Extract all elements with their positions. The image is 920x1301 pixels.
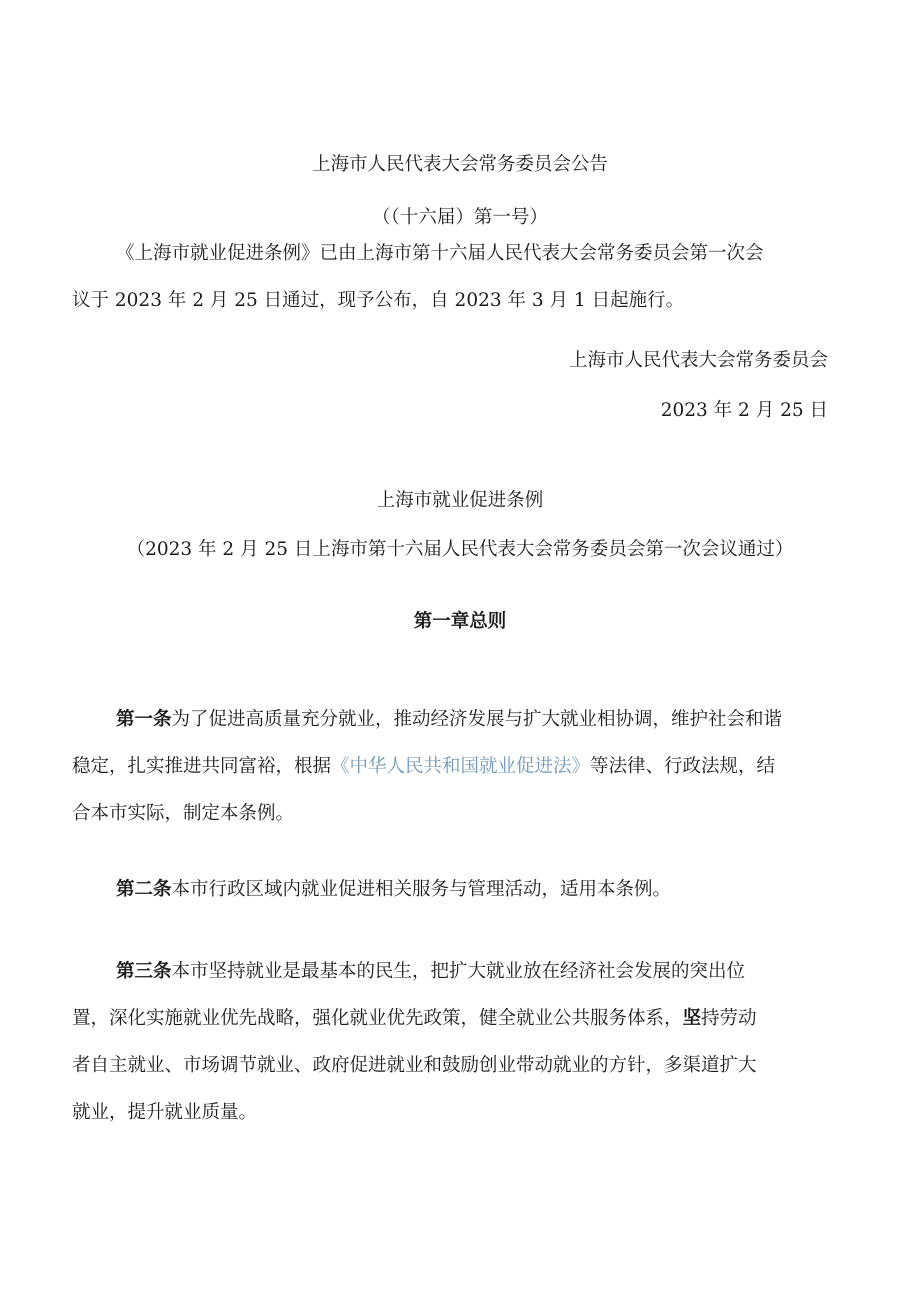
- announcement-body: [72, 230, 832, 324]
- article-3: [72, 948, 832, 1136]
- article-2-text: 本市行政区域内就业促进相关服务与管理活动，适用本条例。: [171, 879, 672, 900]
- article-3-label: 第三条: [116, 961, 172, 982]
- article-1-line1: [72, 696, 832, 743]
- announcement-number: （（十六届）第一号）: [372, 207, 548, 228]
- regulation-title: 上海市就业促进条例: [376, 490, 544, 511]
- announcement-signer: 上海市人民代表大会常务委员会: [568, 350, 828, 371]
- article-2-label: 第二条: [116, 879, 172, 900]
- article-3-bold-char: 坚: [682, 1008, 702, 1029]
- article-3-text-before-bold: 置，深化实施就业优先战略，强化就业优先政策，健全就业公共服务体系，: [72, 1008, 683, 1029]
- article-3-line3: 者自主就业、市场调节就业、政府促进就业和鼓励创业带动就业的方针，多渠道扩大: [72, 1055, 757, 1076]
- announcement-body-line1: 《上海市就业促进条例》已由上海市第十六届人民代表大会常务委员会第一次会: [116, 243, 764, 264]
- article-3-text-after-bold: 持劳动: [701, 1008, 757, 1029]
- article-3-line1: [72, 948, 832, 995]
- article-3-line4: 就业，提升就业质量。: [72, 1102, 258, 1123]
- regulation-adoption-note: （2023 年 2 月 25 日上海市第十六届人民代表大会常务委员会第一次会议通过）: [126, 539, 794, 560]
- article-1-text-before-link: 稳定，扎实推进共同富裕，根据: [72, 756, 332, 777]
- article-1-label: 第一条: [116, 709, 172, 730]
- article-3-line2: [72, 995, 832, 1042]
- law-reference-link[interactable]: 《中华人民共和国就业促进法》: [331, 756, 591, 777]
- article-3-text: 本市坚持就业是最基本的民生，把扩大就业放在经济社会发展的突出位: [171, 961, 746, 982]
- announcement-title: 上海市人民代表大会常务委员会公告: [311, 154, 608, 175]
- announcement-date: 2023 年 2 月 25 日: [660, 400, 828, 421]
- article-1: [72, 696, 832, 837]
- article-1-line3: 合本市实际，制定本条例。: [72, 803, 295, 824]
- article-1-line2: [72, 743, 832, 790]
- article-2-line1: [72, 866, 832, 913]
- article-2: [72, 866, 832, 913]
- article-1-text: 为了促进高质量充分就业，推动经济发展与扩大就业相协调，维护社会和谐: [171, 709, 783, 730]
- article-1-text-after-link: 等法律、行政法规，结: [590, 756, 776, 777]
- announcement-body-line2: 议于 2023 年 2 月 25 日通过，现予公布，自 2023 年 3 月 1 日起施行。: [72, 290, 685, 311]
- chapter-title: 第一章总则: [413, 611, 507, 632]
